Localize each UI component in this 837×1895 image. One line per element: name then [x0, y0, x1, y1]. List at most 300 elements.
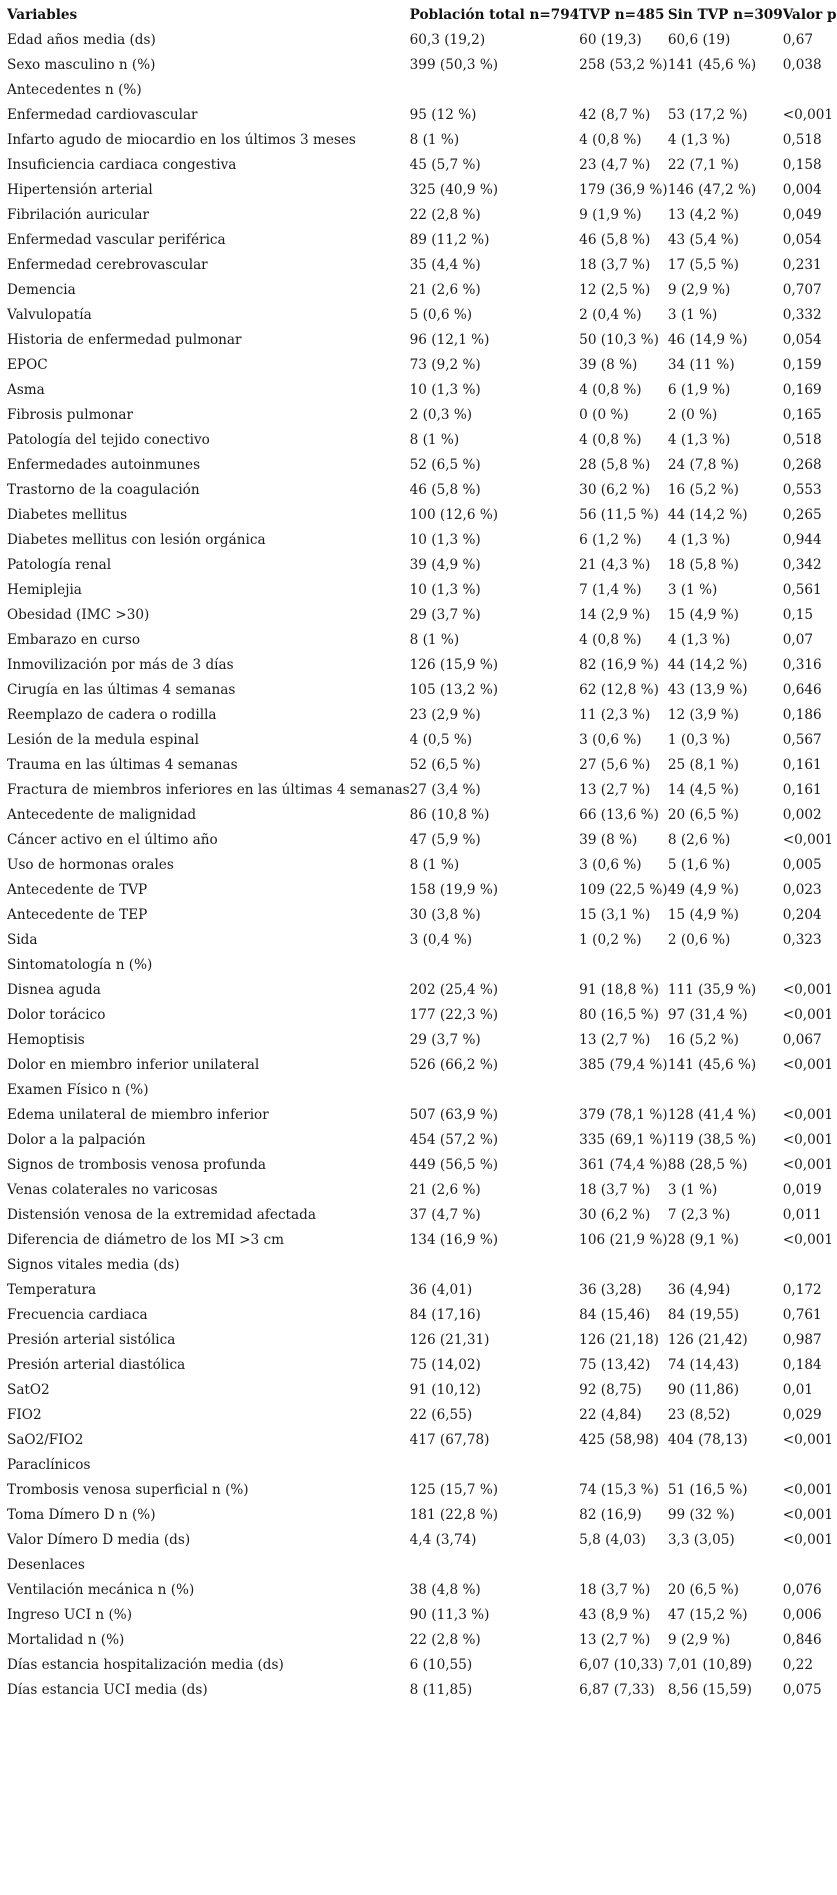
- table-row: [7, 953, 837, 978]
- table-row: [7, 1228, 837, 1253]
- cell-valor-p: 0,67: [782, 32, 814, 48]
- cell-sin-tvp: 7,01 (10,89): [667, 1657, 752, 1673]
- table-row: [7, 1353, 837, 1378]
- cell-variable: Frecuencia cardiaca: [7, 1307, 148, 1323]
- cell-variable: Cirugía en las últimas 4 semanas: [7, 682, 236, 698]
- cell-variable: Disnea aguda: [7, 982, 101, 998]
- header-poblacion-total: Población total n=794: [409, 7, 580, 23]
- cell-valor-p: <0,001: [782, 107, 834, 123]
- table-row: [7, 1253, 837, 1278]
- cell-tvp: 13 (2,7 %): [579, 782, 651, 798]
- cell-valor-p: <0,001: [782, 1132, 834, 1148]
- cell-poblacion-total: 10 (1,3 %): [409, 532, 481, 548]
- cell-valor-p: 0,005: [782, 857, 822, 873]
- cell-variable: Signos vitales media (ds): [7, 1257, 180, 1273]
- table-row: [7, 853, 837, 878]
- cell-tvp: 23 (4,7 %): [579, 157, 651, 173]
- cell-tvp: 50 (10,3 %): [579, 332, 659, 348]
- table-row: [7, 628, 837, 653]
- cell-valor-p: 0,07: [782, 632, 814, 648]
- cell-tvp: 6 (1,2 %): [579, 532, 642, 548]
- cell-valor-p: 0,231: [782, 257, 822, 273]
- cell-tvp: [579, 953, 668, 978]
- cell-tvp: 4 (0,8 %): [579, 632, 642, 648]
- table-row: [7, 928, 837, 953]
- cell-sin-tvp: 16 (5,2 %): [667, 1032, 739, 1048]
- table-row: [7, 578, 837, 603]
- cell-valor-p: <0,001: [782, 1057, 834, 1073]
- table-row: [7, 1003, 837, 1028]
- cell-poblacion-total: 52 (6,5 %): [409, 457, 481, 473]
- cell-tvp: 4 (0,8 %): [579, 382, 642, 398]
- cell-sin-tvp: 97 (31,4 %): [667, 1007, 748, 1023]
- cell-valor-p: 0,186: [782, 707, 822, 723]
- cell-poblacion-total: 507 (63,9 %): [409, 1107, 499, 1123]
- cell-sin-tvp: 49 (4,9 %): [667, 882, 739, 898]
- cell-sin-tvp: 146 (47,2 %): [667, 182, 757, 198]
- cell-valor-p: 0,038: [782, 57, 822, 73]
- table-row: [7, 1178, 837, 1203]
- table-row: [7, 603, 837, 628]
- cell-poblacion-total: 100 (12,6 %): [409, 507, 499, 523]
- cell-tvp: 361 (74,4 %): [579, 1157, 668, 1173]
- cell-valor-p: 0,158: [782, 157, 822, 173]
- cell-sin-tvp: 53 (17,2 %): [667, 107, 748, 123]
- cell-sin-tvp: 141 (45,6 %): [667, 1057, 757, 1073]
- cell-poblacion-total: 126 (21,31): [409, 1332, 490, 1348]
- cell-variable: Infarto agudo de miocardio en los últimos 3 meses: [7, 132, 356, 148]
- cell-variable: Mortalidad n (%): [7, 1632, 125, 1648]
- cell-poblacion-total: 105 (13,2 %): [409, 682, 499, 698]
- cell-tvp: 82 (16,9 %): [579, 657, 659, 673]
- cell-tvp: 22 (4,84): [579, 1407, 642, 1423]
- table-row: [7, 703, 837, 728]
- cell-poblacion-total: [410, 78, 580, 103]
- table-row: [7, 128, 837, 153]
- cell-valor-p: 0,002: [782, 807, 822, 823]
- cell-tvp: [579, 1453, 668, 1478]
- cell-valor-p: [783, 953, 837, 978]
- cell-variable: Diabetes mellitus con lesión orgánica: [7, 532, 266, 548]
- cell-poblacion-total: 73 (9,2 %): [409, 357, 481, 373]
- cell-poblacion-total: 202 (25,4 %): [409, 982, 499, 998]
- cell-poblacion-total: 96 (12,1 %): [409, 332, 490, 348]
- cell-sin-tvp: 4 (1,3 %): [667, 532, 731, 548]
- cell-variable: Asma: [7, 382, 45, 398]
- table-row: [7, 1128, 837, 1153]
- cell-sin-tvp: 47 (15,2 %): [667, 1607, 748, 1623]
- cell-variable: Embarazo en curso: [7, 632, 141, 648]
- table-row: [7, 178, 837, 203]
- cell-sin-tvp: 14 (4,5 %): [667, 782, 739, 798]
- table-row: [7, 1103, 837, 1128]
- table-row: [7, 303, 837, 328]
- cell-poblacion-total: 4 (0,5 %): [409, 732, 473, 748]
- cell-variable: Edad años media (ds): [7, 32, 156, 48]
- cell-valor-p: 0,184: [782, 1357, 822, 1373]
- table-row: [7, 828, 837, 853]
- cell-valor-p: 0,567: [782, 732, 822, 748]
- header-sin-tvp: Sin TVP n=309: [667, 7, 783, 23]
- cell-tvp: 6,07 (10,33): [579, 1657, 664, 1673]
- cell-tvp: [579, 1553, 668, 1578]
- cell-poblacion-total: 449 (56,5 %): [409, 1157, 499, 1173]
- cell-tvp: 39 (8 %): [579, 832, 638, 848]
- cell-valor-p: 0,011: [782, 1207, 822, 1223]
- table-row: [7, 28, 837, 53]
- cell-poblacion-total: 8 (1 %): [409, 857, 460, 873]
- cell-sin-tvp: 1 (0,3 %): [667, 732, 731, 748]
- cell-sin-tvp: 2 (0,6 %): [667, 932, 731, 948]
- cell-variable: Sintomatología n (%): [7, 957, 153, 973]
- cell-valor-p: 0,054: [782, 332, 822, 348]
- cell-sin-tvp: [668, 1453, 783, 1478]
- cell-sin-tvp: 3,3 (3,05): [667, 1532, 735, 1548]
- table-row: [7, 378, 837, 403]
- cell-sin-tvp: 34 (11 %): [667, 357, 735, 373]
- cell-sin-tvp: 25 (8,1 %): [667, 757, 739, 773]
- cell-tvp: 46 (5,8 %): [579, 232, 651, 248]
- cell-valor-p: 0,646: [782, 682, 822, 698]
- cell-valor-p: 0,316: [782, 657, 822, 673]
- cell-variable: Patología del tejido conectivo: [7, 432, 210, 448]
- table-row: [7, 803, 837, 828]
- cell-poblacion-total: 325 (40,9 %): [409, 182, 499, 198]
- cell-sin-tvp: 12 (3,9 %): [667, 707, 739, 723]
- cell-variable: EPOC: [7, 357, 48, 373]
- cell-tvp: 385 (79,4 %): [579, 1057, 668, 1073]
- cell-tvp: 13 (2,7 %): [579, 1032, 651, 1048]
- cell-poblacion-total: 75 (14,02): [409, 1357, 481, 1373]
- cell-valor-p: <0,001: [782, 1007, 834, 1023]
- cell-poblacion-total: 36 (4,01): [409, 1282, 473, 1298]
- table-row: [7, 1528, 837, 1553]
- cell-poblacion-total: 8 (1 %): [409, 132, 460, 148]
- cell-poblacion-total: 526 (66,2 %): [409, 1057, 499, 1073]
- cell-sin-tvp: 141 (45,6 %): [667, 57, 757, 73]
- table-row: [7, 453, 837, 478]
- cell-valor-p: 0,067: [782, 1032, 822, 1048]
- cell-tvp: 9 (1,9 %): [579, 207, 642, 223]
- cell-valor-p: <0,001: [782, 1482, 834, 1498]
- cell-valor-p: 0,22: [782, 1657, 814, 1673]
- table-row: [7, 478, 837, 503]
- cell-tvp: 179 (36,9 %): [579, 182, 668, 198]
- cell-poblacion-total: 46 (5,8 %): [409, 482, 481, 498]
- cell-tvp: 27 (5,6 %): [579, 757, 651, 773]
- cell-valor-p: 0,518: [782, 132, 822, 148]
- cell-variable: Enfermedad cerebrovascular: [7, 257, 208, 273]
- cell-sin-tvp: [668, 1253, 783, 1278]
- table-row: [7, 1153, 837, 1178]
- cell-tvp: 335 (69,1 %): [579, 1132, 668, 1148]
- cell-sin-tvp: 88 (28,5 %): [667, 1157, 748, 1173]
- cell-tvp: 21 (4,3 %): [579, 557, 651, 573]
- cell-sin-tvp: [668, 1553, 783, 1578]
- table-row: [7, 328, 837, 353]
- cell-sin-tvp: 3 (1 %): [667, 582, 718, 598]
- cell-sin-tvp: 17 (5,5 %): [667, 257, 739, 273]
- cell-tvp: 80 (16,5 %): [579, 1007, 659, 1023]
- cell-poblacion-total: 60,3 (19,2): [409, 32, 486, 48]
- cell-variable: Examen Físico n (%): [7, 1082, 149, 1098]
- cell-variable: Fibrosis pulmonar: [7, 407, 134, 423]
- cell-variable: Ingreso UCI n (%): [7, 1607, 132, 1623]
- cell-variable: SaO2/FIO2: [7, 1432, 84, 1448]
- table-row: [7, 1603, 837, 1628]
- table-row: [7, 78, 837, 103]
- cell-poblacion-total: 126 (15,9 %): [409, 657, 499, 673]
- cell-tvp: 13 (2,7 %): [579, 1632, 651, 1648]
- cell-valor-p: <0,001: [782, 1232, 834, 1248]
- cell-poblacion-total: [410, 1453, 580, 1478]
- cell-variable: Hipertensión arterial: [7, 182, 153, 198]
- table-row: [7, 1203, 837, 1228]
- table-row: [7, 1503, 837, 1528]
- table-row: [7, 1328, 837, 1353]
- cell-poblacion-total: 10 (1,3 %): [409, 582, 481, 598]
- cell-sin-tvp: 16 (5,2 %): [667, 482, 739, 498]
- cell-tvp: 60 (19,3): [579, 32, 642, 48]
- table-row: [7, 403, 837, 428]
- cell-poblacion-total: 22 (2,8 %): [409, 207, 481, 223]
- cell-variable: Historia de enfermedad pulmonar: [7, 332, 242, 348]
- cell-variable: Edema unilateral de miembro inferior: [7, 1107, 269, 1123]
- cell-valor-p: [783, 1078, 837, 1103]
- cell-valor-p: [783, 1253, 837, 1278]
- table-row: [7, 353, 837, 378]
- cell-variable: Dolor a la palpación: [7, 1132, 146, 1148]
- table-row: [7, 678, 837, 703]
- cell-poblacion-total: 417 (67,78): [409, 1432, 490, 1448]
- cell-valor-p: 0,165: [782, 407, 822, 423]
- cell-variable: Dolor en miembro inferior unilateral: [7, 1057, 260, 1073]
- cell-poblacion-total: 30 (3,8 %): [409, 907, 481, 923]
- cell-variable: SatO2: [7, 1382, 50, 1398]
- cell-tvp: 4 (0,8 %): [579, 432, 642, 448]
- cell-sin-tvp: 46 (14,9 %): [667, 332, 748, 348]
- cell-variable: Toma Dímero D n (%): [7, 1507, 156, 1523]
- cell-poblacion-total: 10 (1,3 %): [409, 382, 481, 398]
- cell-tvp: 82 (16,9): [579, 1507, 642, 1523]
- cell-valor-p: <0,001: [782, 832, 834, 848]
- cell-valor-p: 0,204: [782, 907, 822, 923]
- cell-tvp: 84 (15,46): [579, 1307, 651, 1323]
- cell-tvp: [579, 78, 668, 103]
- cell-valor-p: 0,169: [782, 382, 822, 398]
- cell-poblacion-total: 158 (19,9 %): [409, 882, 499, 898]
- table-row: [7, 553, 837, 578]
- cell-tvp: 106 (21,9 %): [579, 1232, 668, 1248]
- table-row: [7, 203, 837, 228]
- cell-poblacion-total: 91 (10,12): [409, 1382, 481, 1398]
- cell-sin-tvp: 8 (2,6 %): [667, 832, 731, 848]
- cell-variable: Hemoptisis: [7, 1032, 85, 1048]
- cell-poblacion-total: 47 (5,9 %): [409, 832, 481, 848]
- table-row: [7, 528, 837, 553]
- header-tvp: TVP n=485: [579, 7, 665, 23]
- cell-sin-tvp: 3 (1 %): [667, 307, 718, 323]
- cell-tvp: 91 (18,8 %): [579, 982, 659, 998]
- cell-valor-p: 0,342: [782, 557, 822, 573]
- cell-valor-p: 0,029: [782, 1407, 822, 1423]
- cell-poblacion-total: 8 (1 %): [409, 632, 460, 648]
- cell-poblacion-total: 22 (2,8 %): [409, 1632, 481, 1648]
- cell-variable: Trastorno de la coagulación: [7, 482, 200, 498]
- cell-tvp: 2 (0,4 %): [579, 307, 642, 323]
- cell-variable: Antecedente de TEP: [7, 907, 148, 923]
- table-body: [7, 28, 837, 1703]
- cell-sin-tvp: 126 (21,42): [667, 1332, 748, 1348]
- cell-valor-p: 0,049: [782, 207, 822, 223]
- cell-valor-p: <0,001: [782, 1107, 834, 1123]
- cell-valor-p: [783, 1553, 837, 1578]
- cell-variable: Enfermedad cardiovascular: [7, 107, 198, 123]
- cell-valor-p: 0,004: [782, 182, 822, 198]
- cell-valor-p: 0,15: [782, 607, 814, 623]
- cell-sin-tvp: [668, 1078, 783, 1103]
- cell-variable: Trauma en las últimas 4 semanas: [7, 757, 238, 773]
- cell-tvp: 30 (6,2 %): [579, 482, 651, 498]
- cell-variable: Valor Dímero D media (ds): [7, 1532, 191, 1548]
- table-row: [7, 1278, 837, 1303]
- cell-valor-p: 0,265: [782, 507, 822, 523]
- cell-poblacion-total: 90 (11,3 %): [409, 1607, 490, 1623]
- cell-poblacion-total: 84 (17,16): [409, 1307, 481, 1323]
- cell-variable: Diferencia de diámetro de los MI >3 cm: [7, 1232, 284, 1248]
- cell-tvp: 109 (22,5 %): [579, 882, 668, 898]
- cell-sin-tvp: [668, 953, 783, 978]
- cell-valor-p: <0,001: [782, 1432, 834, 1448]
- table-row: [7, 978, 837, 1003]
- cell-tvp: 92 (8,75): [579, 1382, 642, 1398]
- table-row: [7, 503, 837, 528]
- cell-tvp: 258 (53,2 %): [579, 57, 668, 73]
- cell-variable: Paraclínicos: [7, 1457, 91, 1473]
- cell-tvp: 425 (58,98): [579, 1432, 659, 1448]
- table-row: [7, 753, 837, 778]
- cell-variable: Sida: [7, 932, 38, 948]
- cell-tvp: 379 (78,1 %): [579, 1107, 668, 1123]
- cell-variable: Insuficiencia cardiaca congestiva: [7, 157, 237, 173]
- table-row: [7, 1678, 837, 1703]
- cell-poblacion-total: 21 (2,6 %): [409, 282, 481, 298]
- cell-sin-tvp: 18 (5,8 %): [667, 557, 739, 573]
- cell-sin-tvp: 13 (4,2 %): [667, 207, 739, 223]
- cell-poblacion-total: 4,4 (3,74): [409, 1532, 477, 1548]
- cell-poblacion-total: 454 (57,2 %): [409, 1132, 499, 1148]
- header-valor-p: Valor p: [782, 7, 837, 23]
- cell-variable: Signos de trombosis venosa profunda: [7, 1157, 267, 1173]
- table-row: [7, 103, 837, 128]
- cell-sin-tvp: 119 (38,5 %): [667, 1132, 757, 1148]
- cell-poblacion-total: 21 (2,6 %): [409, 1182, 481, 1198]
- cell-valor-p: 0,019: [782, 1182, 822, 1198]
- cell-tvp: 18 (3,7 %): [579, 1182, 651, 1198]
- table-row: [7, 1628, 837, 1653]
- cell-poblacion-total: 37 (4,7 %): [409, 1207, 481, 1223]
- cell-valor-p: 0,987: [782, 1332, 822, 1348]
- cell-poblacion-total: 8 (1 %): [409, 432, 460, 448]
- header-row: [7, 3, 837, 28]
- table-row: [7, 903, 837, 928]
- header-variables: Variables: [7, 7, 78, 23]
- cell-sin-tvp: 28 (9,1 %): [667, 1232, 739, 1248]
- cell-variable: Presión arterial diastólica: [7, 1357, 186, 1373]
- cell-variable: Antecedente de malignidad: [7, 807, 197, 823]
- cell-poblacion-total: 5 (0,6 %): [409, 307, 473, 323]
- cell-valor-p: 0,944: [782, 532, 822, 548]
- cell-poblacion-total: 39 (4,9 %): [409, 557, 481, 573]
- cell-tvp: 30 (6,2 %): [579, 1207, 651, 1223]
- cell-sin-tvp: 4 (1,3 %): [667, 432, 731, 448]
- cell-tvp: 75 (13,42): [579, 1357, 651, 1373]
- cell-sin-tvp: 20 (6,5 %): [667, 1582, 739, 1598]
- cell-tvp: [579, 1078, 668, 1103]
- cell-poblacion-total: 3 (0,4 %): [409, 932, 473, 948]
- cell-tvp: 3 (0,6 %): [579, 732, 642, 748]
- cell-tvp: 3 (0,6 %): [579, 857, 642, 873]
- cell-variable: Dolor torácico: [7, 1007, 106, 1023]
- cell-variable: Sexo masculino n (%): [7, 57, 156, 73]
- cell-variable: Demencia: [7, 282, 76, 298]
- table-row: [7, 1578, 837, 1603]
- cell-variable: Ventilación mecánica n (%): [7, 1582, 195, 1598]
- cell-tvp: 28 (5,8 %): [579, 457, 651, 473]
- cell-tvp: 42 (8,7 %): [579, 107, 651, 123]
- table-row: [7, 1078, 837, 1103]
- cell-valor-p: <0,001: [782, 1157, 834, 1173]
- cell-valor-p: 0,172: [782, 1282, 822, 1298]
- cell-valor-p: <0,001: [782, 1532, 834, 1548]
- table-row: [7, 1403, 837, 1428]
- cell-tvp: 7 (1,4 %): [579, 582, 642, 598]
- table-row: [7, 728, 837, 753]
- cell-poblacion-total: 95 (12 %): [409, 107, 477, 123]
- cell-variable: Valvulopatía: [7, 307, 92, 323]
- cell-variable: Diabetes mellitus: [7, 507, 128, 523]
- cell-variable: Hemiplejia: [7, 582, 82, 598]
- cell-poblacion-total: 23 (2,9 %): [409, 707, 481, 723]
- table-row: [7, 1428, 837, 1453]
- cell-sin-tvp: 24 (7,8 %): [667, 457, 739, 473]
- cell-sin-tvp: 60,6 (19): [667, 32, 731, 48]
- cell-poblacion-total: [410, 953, 580, 978]
- cell-valor-p: 0,761: [782, 1307, 822, 1323]
- cell-tvp: 62 (12,8 %): [579, 682, 659, 698]
- cell-sin-tvp: [668, 78, 783, 103]
- cell-variable: Obesidad (IMC >30): [7, 607, 150, 623]
- cell-tvp: 56 (11,5 %): [579, 507, 659, 523]
- cell-variable: Cáncer activo en el último año: [7, 832, 218, 848]
- cell-tvp: 36 (3,28): [579, 1282, 642, 1298]
- cell-valor-p: [783, 1453, 837, 1478]
- table-row: [7, 1053, 837, 1078]
- cell-valor-p: 0,561: [782, 582, 822, 598]
- cell-sin-tvp: 22 (7,1 %): [667, 157, 739, 173]
- cell-sin-tvp: 43 (13,9 %): [667, 682, 748, 698]
- cell-variable: Distensión venosa de la extremidad afectada: [7, 1207, 316, 1223]
- cell-tvp: 1 (0,2 %): [579, 932, 642, 948]
- cell-variable: Enfermedad vascular periférica: [7, 232, 226, 248]
- cell-tvp: 126 (21,18): [579, 1332, 659, 1348]
- cell-sin-tvp: 44 (14,2 %): [667, 657, 748, 673]
- cell-valor-p: 0,332: [782, 307, 822, 323]
- cell-sin-tvp: 128 (41,4 %): [667, 1107, 757, 1123]
- cell-valor-p: 0,161: [782, 757, 822, 773]
- cell-poblacion-total: 2 (0,3 %): [409, 407, 473, 423]
- cell-valor-p: 0,323: [782, 932, 822, 948]
